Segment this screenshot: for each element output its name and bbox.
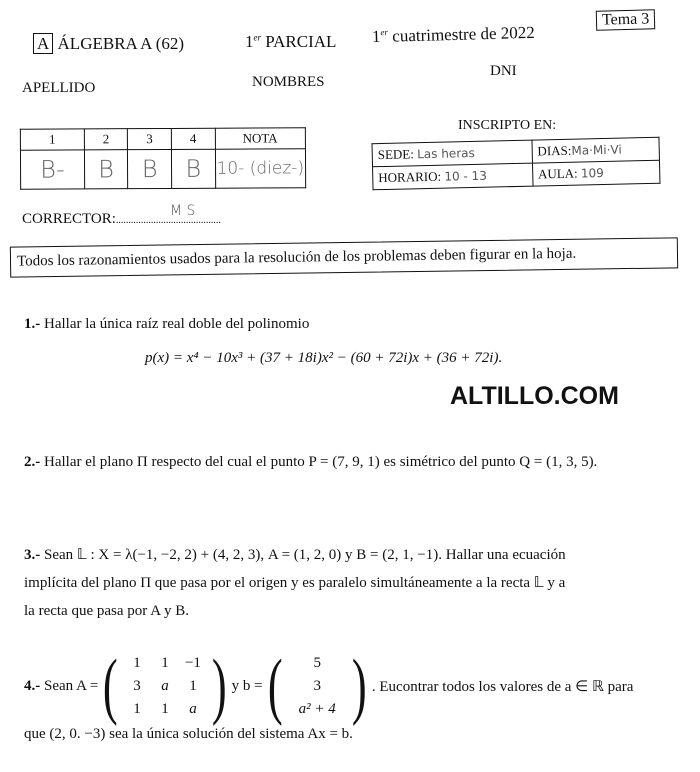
question-number: 2.- (24, 454, 41, 470)
dias-value: Ma·Mi·Vi (571, 142, 622, 158)
dni-label: DNI (490, 63, 517, 79)
nombres-label: NOMBRES (252, 74, 325, 90)
exam-name (245, 32, 336, 52)
left-paren: ( (267, 645, 283, 727)
apellido-label: APELLIDO (22, 80, 96, 96)
question-text: implícita del plano Π que pasa por el origen y es paralelo simultáneamente a la recta 𝕃 y a (24, 575, 566, 591)
corrector-label: CORRECTOR: (22, 211, 116, 227)
grade-value: B (171, 149, 215, 188)
question-text: la recta que pasa por A y B. (24, 603, 189, 619)
exam-ordinal: 1 (245, 32, 254, 51)
term-label: cuatrimestre de 2022 (392, 22, 536, 46)
polynomial-formula: p(x) = x⁴ − 10x³ + (37 + 18i)x² − (60 + 72i)x + (36 + 72i). (145, 350, 503, 366)
matrix-entry: 1 (189, 677, 197, 694)
question-text: Sean 𝕃 : X = λ(−1, −2, 2) + (4, 2, 3), A = (1, 2, 0) y B = (2, 1, −1). Hallar una ecuación (44, 547, 566, 563)
question-number: 3.- (24, 547, 41, 563)
grade-header: 4 (171, 128, 215, 149)
corrector-dots: .......................................... (115, 215, 221, 226)
corrector-value: M S (170, 203, 196, 219)
exam-term (372, 23, 535, 47)
matrix-entry: −1 (184, 654, 201, 671)
exam-header (33, 34, 184, 54)
vector-entry: 3 (313, 677, 321, 694)
tema-box: Tema 3 (596, 9, 656, 31)
matrix-entry: 3 (133, 677, 141, 694)
matrix-entry: 1 (161, 700, 169, 717)
grades-table (20, 127, 306, 189)
aula-value: 109 (580, 166, 605, 181)
matrix-entry: 1 (133, 654, 141, 671)
inscripto-title: INSCRIPTO EN: (458, 118, 557, 133)
right-paren: ) (211, 645, 227, 727)
question-4 (24, 646, 633, 726)
aula-label: AULA: (537, 165, 578, 182)
left-paren: ( (103, 645, 119, 727)
instructions-notice: Todos los razonamientos usados para la resolución de los problemas deben figurar en la hoja. (10, 237, 678, 277)
vector-b (287, 655, 347, 718)
horario-value: 10 - 13 (444, 168, 488, 184)
exam-label: PARCIAL (265, 32, 337, 51)
question-number: 4.- (24, 677, 41, 694)
question-1 (24, 316, 309, 333)
matrix-entry: a (189, 700, 197, 717)
grade-header: 2 (84, 129, 128, 150)
question-text: Hallar la única raíz real doble del polinomio (44, 316, 310, 332)
question-4-last-line: que (2, 0. −3) sea la única solución del sistema Ax = b. (24, 726, 353, 742)
matrix-entry: 1 (161, 654, 169, 671)
matrix-entry: a (161, 677, 169, 694)
inscripto-table (372, 137, 661, 191)
grade-header: NOTA (215, 128, 306, 149)
matrix-a (123, 655, 207, 718)
sede-value: Las heras (416, 145, 475, 162)
exam-ordinal-sup: er (253, 32, 261, 43)
vector-entry: a² + 4 (298, 700, 336, 717)
version-box: A (33, 33, 53, 54)
grade-value: B- (20, 150, 84, 189)
term-ordinal-sup: er (380, 27, 389, 38)
grade-header: 1 (20, 129, 84, 150)
grade-value: B (84, 150, 128, 189)
question-3 (24, 541, 566, 625)
term-ordinal: 1 (371, 26, 381, 47)
question-text: Hallar el plano Π respecto del cual el punto P = (7, 9, 1) es simétrico del punto Q = (1, 3, 5). (44, 454, 598, 470)
question-2 (24, 454, 597, 471)
aula-cell (532, 160, 660, 186)
watermark: ALTILLO.COM (450, 382, 619, 410)
question-text: Sean A = (44, 677, 99, 694)
question-text: . Eucontrar todos los valores de a ∈ ℝ para (371, 678, 634, 695)
question-number: 1.- (24, 316, 41, 332)
grade-value: B (128, 149, 172, 188)
right-paren: ) (352, 645, 367, 727)
dias-cell (532, 137, 660, 163)
final-grade: 10- (diez-) (215, 149, 306, 188)
dias-label: DIAS: (537, 142, 572, 159)
matrix-entry: 1 (133, 700, 141, 717)
horario-label: HORARIO: (378, 168, 442, 186)
horario-cell (373, 163, 533, 190)
vector-entry: 5 (313, 654, 321, 671)
grade-header: 3 (128, 128, 172, 149)
sede-label: SEDE: (377, 146, 415, 163)
course-title: ÁLGEBRA A (62) (57, 34, 185, 53)
question-text: y b = (231, 677, 263, 694)
